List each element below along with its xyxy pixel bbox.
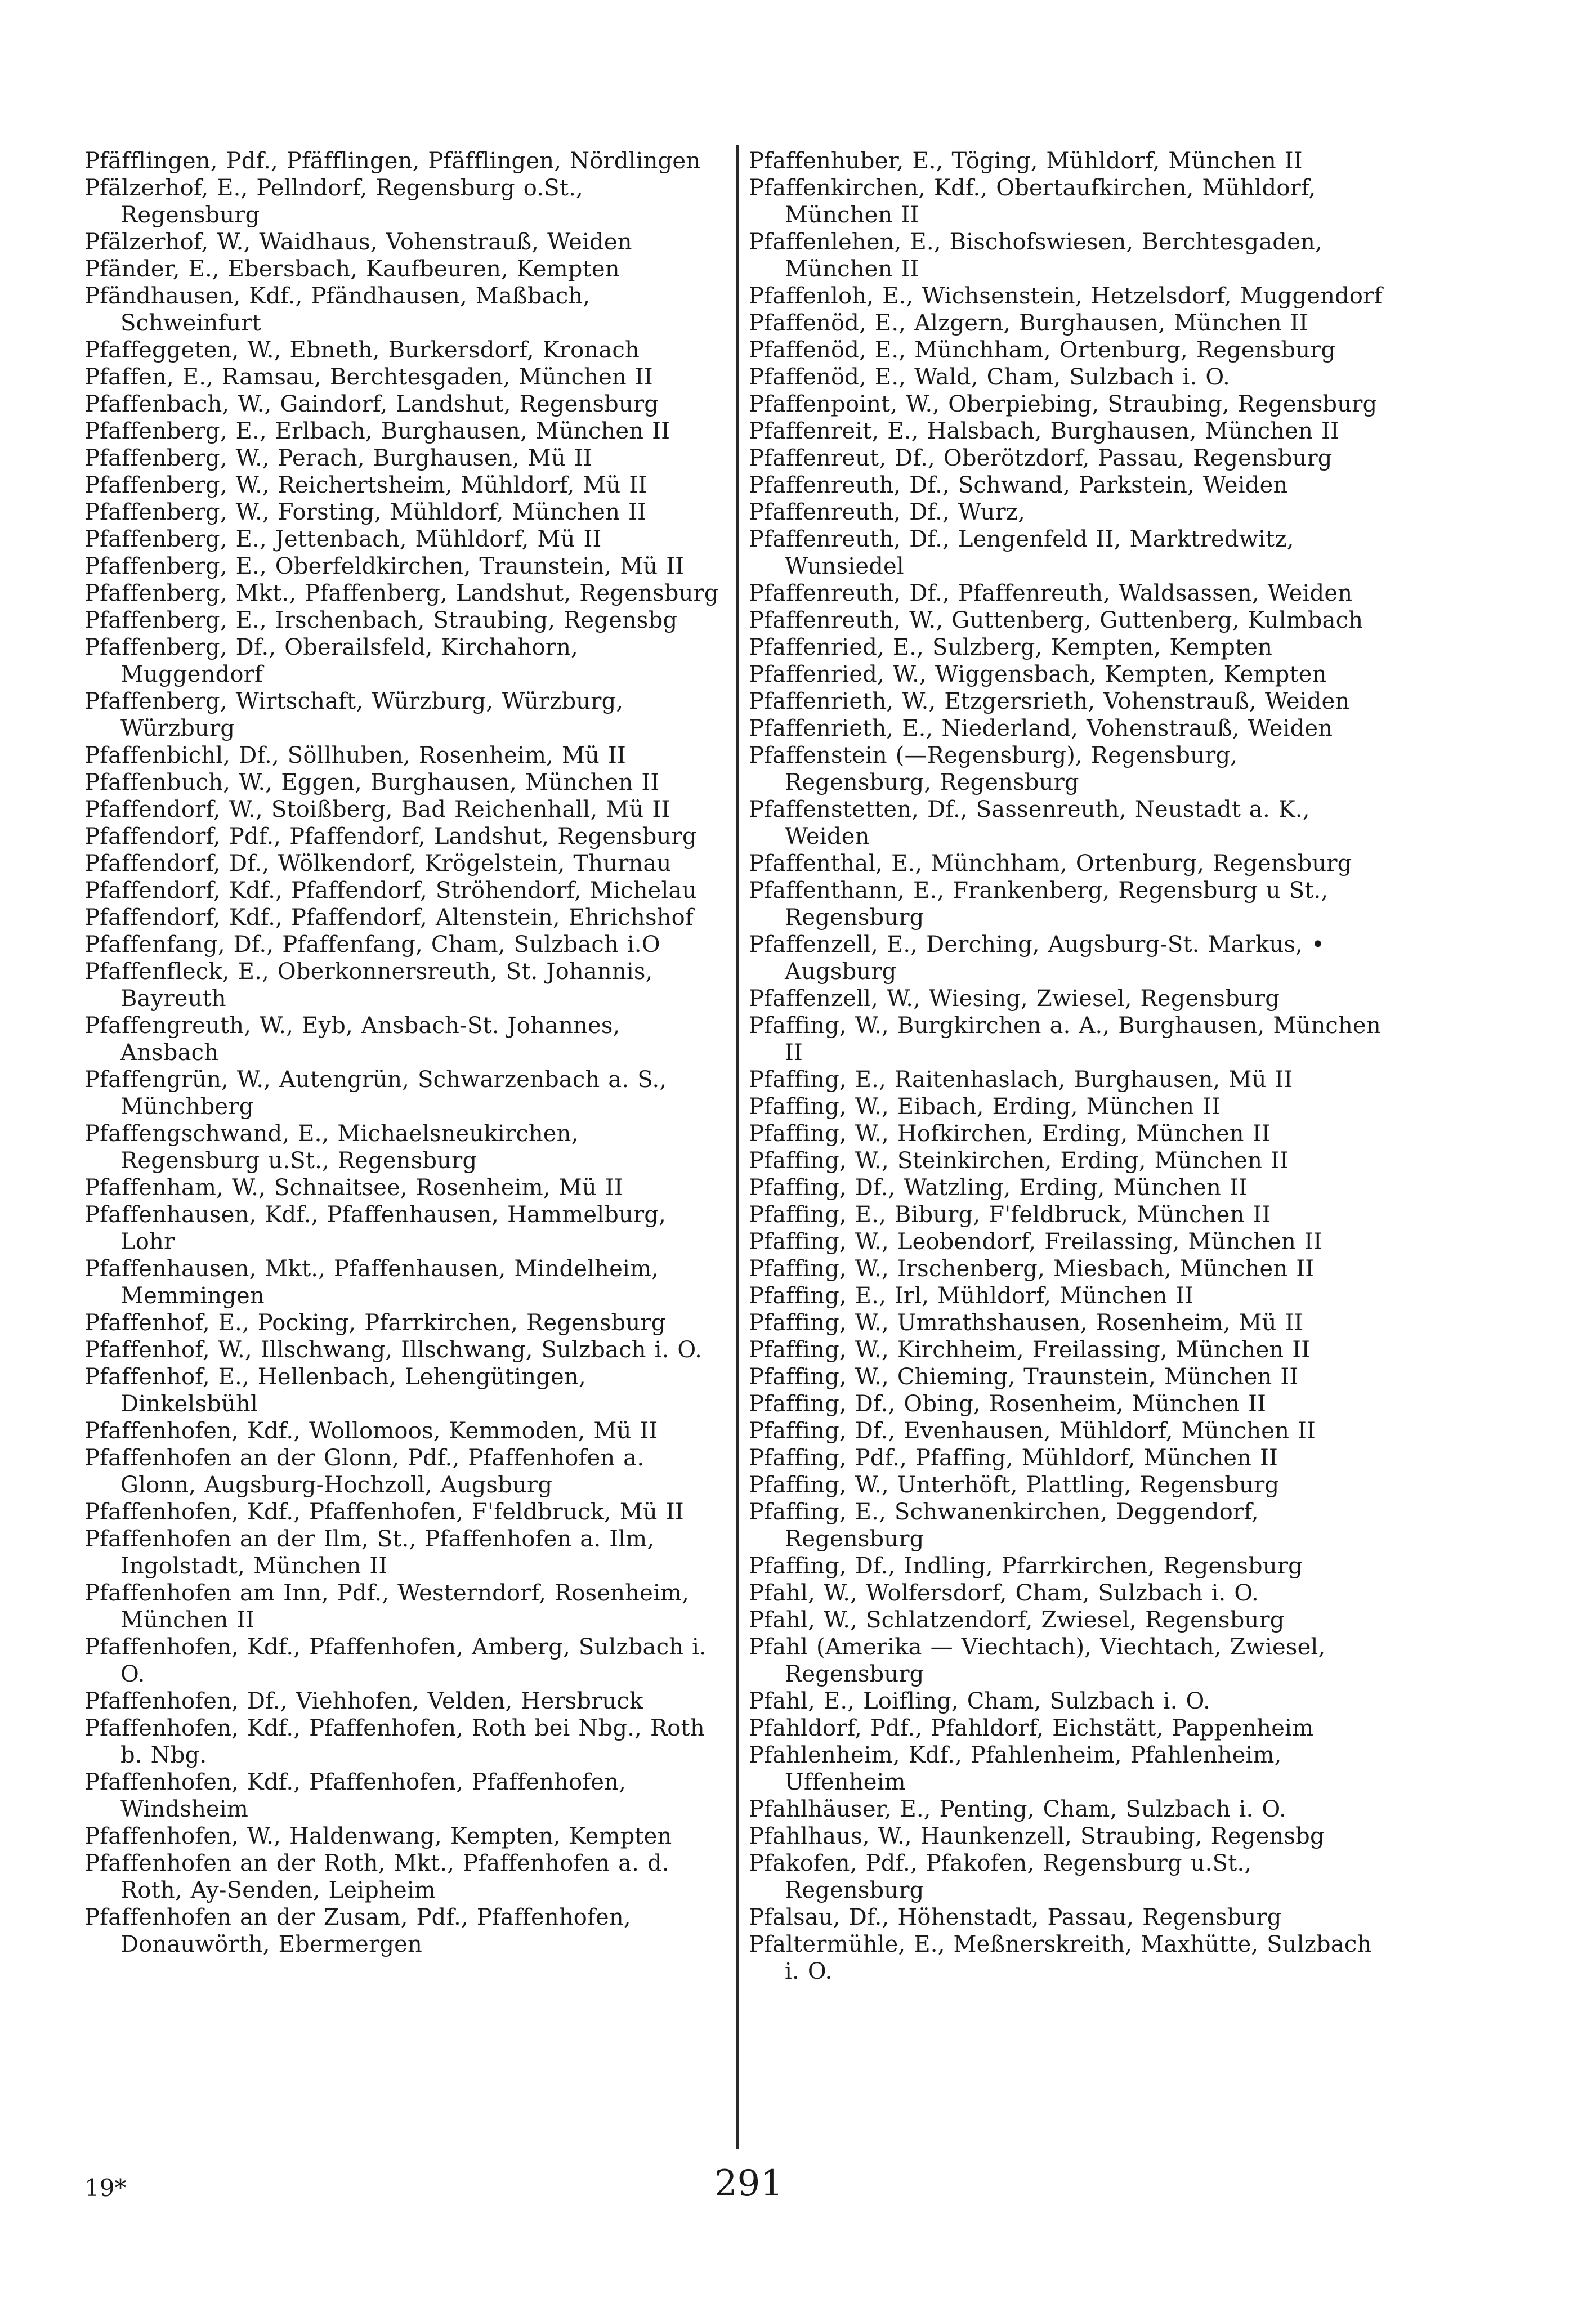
gazetteer-entry: Pfahldorf, Pdf., Pfahldorf, Eichstätt, Pappenheim	[749, 1715, 1314, 1741]
gazetteer-entry: Pfaffen, E., Ramsau, Berchtesgaden, München II	[84, 364, 653, 390]
gazetteer-entry: Pfaffeggeten, W., Ebneth, Burkersdorf, Kronach	[84, 337, 640, 363]
gazetteer-entry: Pfaffenhofen am Inn, Pdf., Westerndorf, Rosenheim, München II	[84, 1580, 690, 1633]
gazetteer-entry: Pfaffing, W., Steinkirchen, Erding, München II	[749, 1148, 1289, 1174]
gazetteer-entry: Pfaffenrieth, E., Niederland, Vohenstrauß, Weiden	[749, 716, 1333, 741]
gazetteer-entry: Pfaffenpoint, W., Oberpiebing, Straubing, Regensburg	[749, 391, 1378, 417]
gazetteer-entry: Pfaffing, Df., Obing, Rosenheim, München II	[749, 1391, 1267, 1417]
column-divider	[736, 145, 739, 2149]
gazetteer-entry: Pfaffenberg, W., Forsting, Mühldorf, München II	[84, 499, 646, 525]
gazetteer-entry: Pfaffenstetten, Df., Sassenreuth, Neustadt a. K., Weiden	[749, 797, 1310, 849]
gazetteer-entry: Pfahl, W., Wolfersdorf, Cham, Sulzbach i. O.	[749, 1580, 1259, 1606]
gazetteer-entry: Pfaffengreuth, W., Eyb, Ansbach-St. Johannes, Ansbach	[84, 1013, 620, 1066]
gazetteer-entry: Pfaffenthann, E., Frankenberg, Regensburg u St., Regensburg	[749, 878, 1329, 931]
gazetteer-entry: Pfaffenried, E., Sulzberg, Kempten, Kempten	[749, 634, 1273, 660]
gazetteer-entry: Pfaffenzell, E., Derching, Augsburg-St. Markus, • Augsburg	[749, 932, 1325, 985]
gazetteer-entry: Pfaffenthal, E., Münchham, Ortenburg, Regensburg	[749, 851, 1352, 877]
gazetteer-entry: Pfaffenhausen, Mkt., Pfaffenhausen, Mindelheim, Memmingen	[84, 1256, 659, 1309]
gazetteer-entry: Pfaffing, W., Umrathshausen, Rosenheim, Mü II	[749, 1310, 1303, 1336]
right-column	[749, 147, 1388, 1985]
gazetteer-entry: Pfaffing, Df., Evenhausen, Mühldorf, München II	[749, 1418, 1316, 1444]
gazetteer-entry: Pfaffing, W., Hofkirchen, Erding, München II	[749, 1121, 1271, 1147]
gazetteer-entry: Pfaffenzell, W., Wiesing, Zwiesel, Regensburg	[749, 986, 1280, 1012]
gazetteer-entry: Pfaffenbuch, W., Eggen, Burghausen, München II	[84, 770, 660, 795]
gazetteer-entry: Pfaffenfang, Df., Pfaffenfang, Cham, Sulzbach i.O	[84, 932, 660, 958]
gazetteer-entry: Pfaffenhof, W., Illschwang, Illschwang, Sulzbach i. O.	[84, 1337, 702, 1363]
gazetteer-entry: Pfaffenberg, E., Erlbach, Burghausen, München II	[84, 418, 670, 444]
gazetteer-entry: Pfaffendorf, Pdf., Pfaffendorf, Landshut, Regensburg	[84, 824, 697, 849]
gazetteer-entry: Pfälzerhof, E., Pellndorf, Regensburg o.St., Regensburg	[84, 175, 583, 228]
gazetteer-entry: Pfakofen, Pdf., Pfakofen, Regensburg u.St., Regensburg	[749, 1850, 1252, 1903]
signature-mark: 19*	[84, 2174, 127, 2202]
gazetteer-entry: Pfaffing, E., Schwanenkirchen, Deggendorf, Regensburg	[749, 1499, 1259, 1552]
gazetteer-entry: Pfaffing, W., Kirchheim, Freilassing, München II	[749, 1337, 1311, 1363]
gazetteer-entry: Pfaffenhofen, Kdf., Pfaffenhofen, Pfaffenhofen, Windsheim	[84, 1769, 627, 1822]
gazetteer-entry: Pfaffenlehen, E., Bischofswiesen, Berchtesgaden, München II	[749, 229, 1322, 282]
gazetteer-entry: Pfaffing, W., Leobendorf, Freilassing, München II	[749, 1229, 1322, 1255]
gazetteer-entry: Pfaffing, W., Burgkirchen a. A., Burghausen, München II	[749, 1013, 1381, 1066]
gazetteer-entry: Pfaffenberg, E., Jettenbach, Mühldorf, Mü II	[84, 526, 602, 552]
gazetteer-entry: Pfaffenhofen, Kdf., Pfaffenhofen, Amberg, Sulzbach i. O.	[84, 1634, 707, 1687]
gazetteer-entry: Pfaffing, W., Chieming, Traunstein, München II	[749, 1364, 1299, 1390]
gazetteer-entry: Pfaffenreuth, Df., Schwand, Parkstein, Weiden	[749, 472, 1288, 498]
gazetteer-entry: Pfaffenöd, E., Alzgern, Burghausen, München II	[749, 310, 1308, 336]
gazetteer-entry: Pfaffenreuth, W., Guttenberg, Guttenberg, Kulmbach	[749, 607, 1363, 633]
gazetteer-entry: Pfaffenöd, E., Wald, Cham, Sulzbach i. O.	[749, 364, 1230, 390]
gazetteer-entry: Pfaffenhofen, W., Haldenwang, Kempten, Kempten	[84, 1823, 672, 1849]
gazetteer-entry: Pfahlhaus, W., Haunkenzell, Straubing, Regensbg	[749, 1823, 1325, 1849]
gazetteer-entry: Pfaltermühle, E., Meßnerskreith, Maxhütte, Sulzbach i. O.	[749, 1931, 1372, 1984]
gazetteer-entry: Pfaffenöd, E., Münchham, Ortenburg, Regensburg	[749, 337, 1336, 363]
gazetteer-entry: Pfaffenkirchen, Kdf., Obertaufkirchen, Mühldorf, München II	[749, 175, 1316, 228]
gazetteer-entry: Pfaffenreut, Df., Oberötzdorf, Passau, Regensburg	[749, 445, 1333, 471]
gazetteer-entry: Pfaffengrün, W., Autengrün, Schwarzenbach a. S., Münchberg	[84, 1067, 667, 1120]
gazetteer-entry: Pfänder, E., Ebersbach, Kaufbeuren, Kempten	[84, 256, 620, 282]
gazetteer-entry: Pfaffenhofen an der Roth, Mkt., Pfaffenhofen a. d. Roth, Ay-Senden, Leipheim	[84, 1850, 669, 1903]
gazetteer-entry: Pfahl, E., Loifling, Cham, Sulzbach i. O.	[749, 1688, 1211, 1714]
gazetteer-entry: Pfaffendorf, Kdf., Pfaffendorf, Ströhendorf, Michelau	[84, 878, 697, 904]
gazetteer-entry: Pfaffenloh, E., Wichsenstein, Hetzelsdorf, Muggendorf	[749, 283, 1383, 309]
gazetteer-entry: Pfaffenhuber, E., Töging, Mühldorf, München II	[749, 148, 1303, 174]
gazetteer-entry: Pfaffenhofen an der Zusam, Pdf., Pfaffenhofen, Donauwörth, Ebermergen	[84, 1904, 631, 1957]
gazetteer-entry: Pfaffenberg, Mkt., Pfaffenberg, Landshut, Regensburg	[84, 580, 719, 606]
gazetteer-entry: Pfaffenhofen an der Glonn, Pdf., Pfaffenhofen a. Glonn, Augsburg-Hochzoll, Augsburg	[84, 1445, 645, 1498]
gazetteer-entry: Pfaffing, E., Irl, Mühldorf, München II	[749, 1283, 1194, 1309]
gazetteer-entry: Pfaffengschwand, E., Michaelsneukirchen, Regensburg u.St., Regensburg	[84, 1121, 579, 1174]
gazetteer-entry: Pfahlhäuser, E., Penting, Cham, Sulzbach i. O.	[749, 1796, 1286, 1822]
gazetteer-entry: Pfaffenstein (—Regensburg), Regensburg, Regensburg, Regensburg	[749, 743, 1238, 795]
gazetteer-entry: Pfaffing, Pdf., Pfaffing, Mühldorf, München II	[749, 1445, 1278, 1471]
gazetteer-entry: Pfaffenrieth, W., Etzgersrieth, Vohenstrauß, Weiden	[749, 688, 1350, 714]
left-column	[84, 147, 723, 1958]
gazetteer-entry: Pfaffenreit, E., Halsbach, Burghausen, München II	[749, 418, 1339, 444]
gazetteer-entry: Pfaffenhofen, Df., Viehhofen, Velden, Hersbruck	[84, 1688, 643, 1714]
gazetteer-entry: Pfaffenberg, E., Oberfeldkirchen, Traunstein, Mü II	[84, 553, 685, 579]
gazetteer-entry: Pfäfflingen, Pdf., Pfäfflingen, Pfäfflingen, Nördlingen	[84, 148, 701, 174]
gazetteer-entry: Pfaffendorf, W., Stoißberg, Bad Reichenhall, Mü II	[84, 797, 670, 822]
gazetteer-entry: Pfaffenhausen, Kdf., Pfaffenhausen, Hammelburg, Lohr	[84, 1202, 667, 1255]
gazetteer-entry: Pfaffenberg, Df., Oberailsfeld, Kirchahorn, Muggendorf	[84, 634, 578, 687]
gazetteer-entry: Pfaffenfleck, E., Oberkonnersreuth, St. Johannis, Bayreuth	[84, 959, 653, 1012]
gazetteer-entry: Pfaffenhofen, Kdf., Wollomoos, Kemmoden, Mü II	[84, 1418, 658, 1444]
gazetteer-entry: Pfahlenheim, Kdf., Pfahlenheim, Pfahlenheim, Uffenheim	[749, 1742, 1282, 1795]
gazetteer-entry: Pfaffenberg, W., Perach, Burghausen, Mü II	[84, 445, 592, 471]
gazetteer-entry: Pfaffenreuth, Df., Lengenfeld II, Marktredwitz, Wunsiedel	[749, 526, 1294, 579]
gazetteer-entry: Pfaffenberg, E., Irschenbach, Straubing, Regensbg	[84, 607, 678, 633]
gazetteer-entry: Pfändhausen, Kdf., Pfändhausen, Maßbach, Schweinfurt	[84, 283, 591, 336]
gazetteer-entry: Pfaffenreuth, Df., Wurz,	[749, 499, 1025, 525]
gazetteer-entry: Pfaffenberg, Wirtschaft, Würzburg, Würzburg, Würzburg	[84, 688, 624, 741]
gazetteer-entry: Pfaffenbach, W., Gaindorf, Landshut, Regensburg	[84, 391, 659, 417]
gazetteer-entry: Pfaffenbichl, Df., Söllhuben, Rosenheim, Mü II	[84, 743, 627, 768]
gazetteer-entry: Pfaffing, Df., Watzling, Erding, München II	[749, 1175, 1248, 1201]
gazetteer-entry: Pfaffing, E., Raitenhaslach, Burghausen, Mü II	[749, 1067, 1293, 1093]
gazetteer-entry: Pfaffing, W., Irschenberg, Miesbach, München II	[749, 1256, 1315, 1282]
gazetteer-entry: Pfahl (Amerika — Viechtach), Viechtach, Zwiesel, Regensburg	[749, 1634, 1326, 1687]
gazetteer-entry: Pfaffenberg, W., Reichertsheim, Mühldorf, Mü II	[84, 472, 647, 498]
gazetteer-entry: Pfaffing, Df., Indling, Pfarrkirchen, Regensburg	[749, 1553, 1303, 1579]
gazetteer-entry: Pfaffendorf, Kdf., Pfaffendorf, Altenstein, Ehrichshof	[84, 905, 694, 931]
gazetteer-entry: Pfaffenreuth, Df., Pfaffenreuth, Waldsassen, Weiden	[749, 580, 1353, 606]
gazetteer-entry: Pfaffing, W., Eibach, Erding, München II	[749, 1094, 1221, 1120]
gazetteer-entry: Pfaffenhof, E., Hellenbach, Lehengütingen, Dinkelsbühl	[84, 1364, 586, 1417]
gazetteer-entry: Pfälzerhof, W., Waidhaus, Vohenstrauß, Weiden	[84, 229, 632, 255]
gazetteer-entry: Pfaffenhofen, Kdf., Pfaffenhofen, Roth bei Nbg., Roth b. Nbg.	[84, 1715, 705, 1768]
gazetteer-entry: Pfalsau, Df., Höhenstadt, Passau, Regensburg	[749, 1904, 1282, 1930]
gazetteer-entry: Pfaffenhofen, Kdf., Pfaffenhofen, F'feldbruck, Mü II	[84, 1499, 684, 1525]
gazetteer-entry: Pfaffing, W., Unterhöft, Plattling, Regensburg	[749, 1472, 1280, 1498]
gazetteer-entry: Pfahl, W., Schlatzendorf, Zwiesel, Regensburg	[749, 1607, 1285, 1633]
gazetteer-entry: Pfaffendorf, Df., Wölkendorf, Krögelstein, Thurnau	[84, 851, 672, 877]
gazetteer-entry: Pfaffenhofen an der Ilm, St., Pfaffenhofen a. Ilm, Ingolstadt, München II	[84, 1526, 655, 1579]
gazetteer-entry: Pfaffing, E., Biburg, F'feldbruck, München II	[749, 1202, 1271, 1228]
gazetteer-entry: Pfaffenham, W., Schnaitsee, Rosenheim, Mü II	[84, 1175, 623, 1201]
page-number: 291	[714, 2163, 784, 2204]
gazetteer-entry: Pfaffenhof, E., Pocking, Pfarrkirchen, Regensburg	[84, 1310, 666, 1336]
gazetteer-entry: Pfaffenried, W., Wiggensbach, Kempten, Kempten	[749, 661, 1327, 687]
